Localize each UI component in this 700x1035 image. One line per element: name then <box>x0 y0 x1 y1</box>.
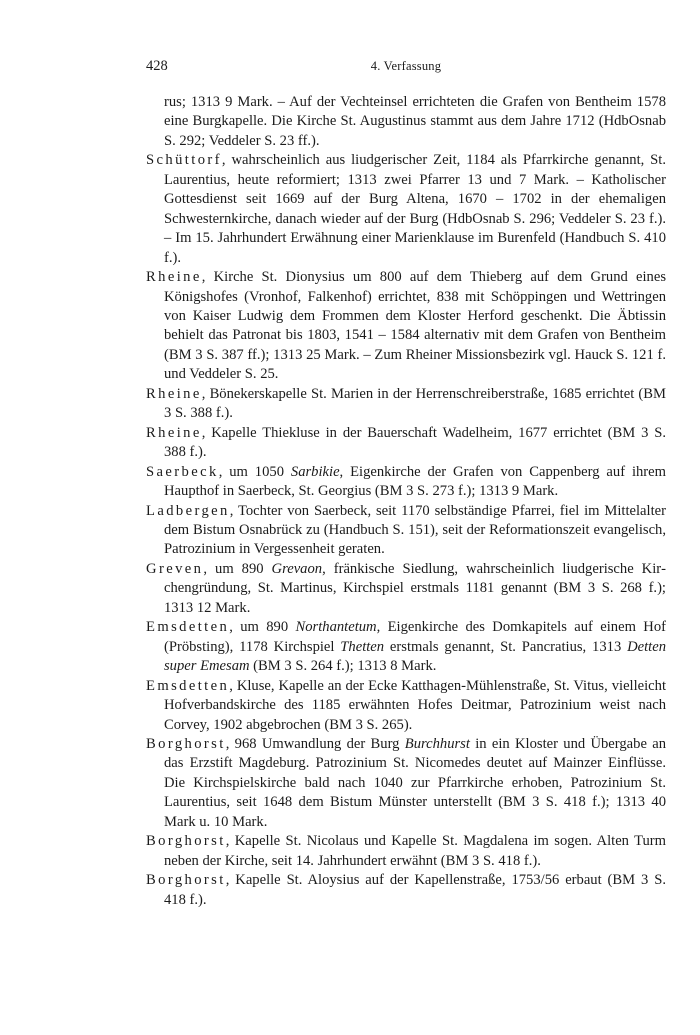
entry-borghorst-aloysius: Borghorst, Kapelle St. Aloysius auf der Kapellenstraße, 1753/56 erbaut (BM 3 S. 418 f.). <box>146 872 667 908</box>
historic-name: Burchhurst <box>404 735 470 752</box>
entry-borghorst-kloster: Borghorst, 968 Umwandlung der Burg Burchhurst in ein Kloster und Übergabe an das Erzstift Magdeburg. Patrozinium St. Nicomedes deutet auf Mainzer Einflüsse. Die Kirchspielskirche bald nach 1040 zur Pfarrkirche erhoben, Patrozinium St. Laurentius, seit 1648 dem Bistum Münster unterstellt (BM 3 S. 418 f.); 1313 40 Mark u. 10 Mark. <box>146 735 666 830</box>
place-name: Schüttorf <box>146 152 222 169</box>
entry-text: , Eigenkirche der Grafen von Cappenberg auf ihrem Haupthof in Saerbeck, St. Georgius (BM 3 S. 273 f.); 1313 9 Mark. <box>164 463 666 500</box>
entry-emsdetten-kluse: Emsdetten, Kluse, Kapelle an der Ecke Katthagen-Mühlenstraße, St. Vitus, vielleicht Hofverbandskirche des 1185 erwähnten Hofes Deitmar, Patrozinium weist nach Corvey, 1902 abgebrochen (BM 3 S. 265). <box>146 677 667 733</box>
place-name: Ladbergen <box>146 502 230 519</box>
entry-greven: Greven, um 890 Grevaon, fränkische Siedlung, wahrscheinlich liudgerische Kirchengründung, St. Martinus, Kirchspiel erstmals 1181 genannt (BM 3 S. 268 f.); 1313 12 Mark. <box>146 560 667 616</box>
entry-borghorst-nicolaus: Borghorst, Kapelle St. Nicolaus und Kapelle St. Magdalena im sogen. Alten Turm neben der Kirche, seit 14. Jahrhundert erwähnt (BM 3 S. 418 f.). <box>146 833 667 869</box>
place-name: Emsdetten <box>146 677 230 694</box>
entry-schuettorf: Schüttorf, wahrscheinlich aus liudgerischer Zeit, 1184 als Pfarrkirche genannt, St. Laurentius, heute reformiert; 1313 zwei Pfarrer 13 und 7 Mark. – Katholischer Gottesdienst seit 1669 auf der Burg Altena, 1670 – 1702 in der ehemaligen Schwesternkirche, danach wieder auf der Burg (HdbOsnab S. 296; Veddeler S. 23 f.). – Im 15. Jahrhundert Erwähnung einer Marienklause im Burenfeld (Handbuch S. 410 f.). <box>146 152 666 266</box>
entry-text: Kluse, Kapelle an der Ecke Katthagen-Mühlenstraße, St. Vitus, vielleicht Hofverbandskirche des 1185 erwähnten Hofes Deitmar, Patrozinium weist nach Corvey, 1902 abgebrochen (BM 3 S. 265). <box>164 677 667 733</box>
place-name: Rheine <box>146 385 202 402</box>
entry-text: , Eigenkirche des Domkapitels auf einem Hof (Pröbsting), 1178 Kirchspiel <box>164 619 666 655</box>
entry-text: um 890 <box>215 560 272 577</box>
entry-emsdetten-pancratius: Emsdetten, um 890 Northantetum, Eigenkirche des Domkapitels auf einem Hof (Pröbsting), 1178 Kirchspiel Thetten erstmals genannt, St. Pancratius, 1313 Detten super Emesam (BM 3 S. 264 f.); 1313 8 Mark. <box>146 619 666 675</box>
entry-rheine-thiekluse: Rheine, Kapelle Thiekluse in der Bauerschaft Wadelheim, 1677 errichtet (BM 3 S. 388 f.). <box>146 424 666 461</box>
page-number: 428 <box>146 58 168 74</box>
historic-name: Thetten <box>340 638 385 655</box>
entry-saerbeck: Saerbeck, um 1050 Sarbikie, Eigenkirche der Grafen von Cappenberg auf ihrem Haupthof in Saerbeck, St. Georgius (BM 3 S. 273 f.); 1313 9 Mark. <box>146 463 666 500</box>
entry-text: 968 Umwandlung der Burg <box>234 735 405 752</box>
entry-text: erstmals genannt, St. Pancratius, 1313 <box>384 638 628 655</box>
place-name: Rheine <box>146 269 202 286</box>
place-name: Rheine <box>146 424 202 441</box>
place-name: Greven <box>146 560 204 577</box>
historic-name: Grevaon <box>271 560 323 577</box>
entry-text: Bönekerskapelle St. Marien in der Herrenschreiberstraße, 1685 errichtet (BM 3 S. 388 f.). <box>164 385 667 422</box>
entry-text: Kapelle Thiekluse in der Bauerschaft Wadelheim, 1677 errichtet (BM 3 S. 388 f.). <box>164 424 666 461</box>
running-title: 4. Verfassung <box>370 59 442 73</box>
entry-text: , fränkische Siedlung, wahrscheinlich liudgerische Kirchengründung, St. Martinus, Kirchspiel erstmals 1181 genannt (BM 3 S. 268 f.); 1313 12 Mark. <box>164 560 667 616</box>
place-name: Emsdetten <box>146 619 230 636</box>
historic-name: Northantetum <box>295 619 377 636</box>
entry-text: in ein Kloster und Übergabe an das Erzstift Magdeburg. Patrozinium St. Nicomedes deutet auf Mainzer Einflüsse. Die Kirchspielskirche bald nach 1040 zur Pfarrkirche erhoben, Patrozinium St. Laurentius, seit 1648 dem Bistum Münster unterstellt (BM 3 S. 418 f.); 1313 40 Mark u. 10 Mark. <box>164 735 666 830</box>
place-name: Borghorst <box>146 872 226 889</box>
entry-text: rus; 1313 9 Mark. – Auf der Vechteinsel errichteten die Grafen von Bentheim 1578 eine Burgkapelle. Die Kirche St. Augustinus stammt aus dem Jahre 1712 (HdbOsnab S. 292; Veddeler S. 23 ff.). <box>164 94 666 149</box>
historic-name: Detten super Emesam <box>164 638 666 675</box>
page-header <box>146 58 666 80</box>
entry-text: Kapelle St. Aloysius auf der Kapellenstraße, 1753/56 erbaut (BM 3 S. 418 f.). <box>164 872 667 908</box>
entry-text: Kapelle St. Nicolaus und Kapelle St. Magdalena im sogen. Alten Turm neben der Kirche, seit 14. Jahrhundert erwähnt (BM 3 S. 418 f.). <box>164 833 667 869</box>
entry-continuation <box>146 93 666 151</box>
entry-text: um 1050 <box>229 463 291 480</box>
entry-text: Kirche St. Dionysius um 800 auf dem Thieberg auf dem Grund eines Königshofes (Vronhof, Falkenhof) errichtet, 838 mit Schöppingen und Wettringen von Kaiser Ludwig dem Frommen dem Kloster Herford geschenkt. Die Äbtissin behielt das Patronat bis 1803, 1541 – 1584 alternativ mit dem Grafen von Bentheim (BM 3 S. 387 ff.); 1313 25 Mark. – Zum Rheiner Missionsbezirk vgl. Hauck S. 121 f. und Veddeler S. 25. <box>164 269 667 383</box>
place-name: Borghorst <box>146 833 226 850</box>
entry-text: (BM 3 S. 264 f.); 1313 8 Mark. <box>249 658 437 675</box>
entry-text: Tochter von Saerbeck, seit 1170 selbständige Pfarrei, fiel im Mittelalter dem Bistum Osnabrück zu (Handbuch S. 151), seit der Reformationszeit evangelisch, Patrozinium in Vergessenheit geraten. <box>164 502 666 558</box>
entry-rheine-dionysius: Rheine, Kirche St. Dionysius um 800 auf dem Thieberg auf dem Grund eines Königshofes (Vronhof, Falkenhof) errichtet, 838 mit Schöppingen und Wettringen von Kaiser Ludwig dem Frommen dem Kloster Herford geschenkt. Die Äbtissin behielt das Patronat bis 1803, 1541 – 1584 alternativ mit dem Grafen von Bentheim (BM 3 S. 387 ff.); 1313 25 Mark. – Zum Rheiner Missionsbezirk vgl. Hauck S. 121 f. und Veddeler S. 25. <box>146 269 667 383</box>
text-body <box>146 93 666 910</box>
entry-rheine-boenekerskapelle: Rheine, Bönekerskapelle St. Marien in der Herrenschreiberstraße, 1685 errichtet (BM 3 S. 388 f.). <box>146 385 667 422</box>
entry-text: um 890 <box>240 619 296 636</box>
place-name: Saerbeck <box>146 463 219 480</box>
entry-ladbergen: Ladbergen, Tochter von Saerbeck, seit 1170 selbständige Pfarrei, fiel im Mittelalter dem Bistum Osnabrück zu (Handbuch S. 151), seit der Reformationszeit evangelisch, Patrozinium in Vergessenheit geraten. <box>146 502 666 558</box>
place-name: Borghorst <box>146 735 226 752</box>
historic-name: Sarbikie <box>290 463 340 480</box>
entry-text: wahrscheinlich aus liudgerischer Zeit, 1184 als Pfarrkirche genannt, St. Laurentius, heute reformiert; 1313 zwei Pfarrer 13 und 7 Mark. – Katholischer Gottesdienst seit 1669 auf der Burg Altena, 1670 – 1702 in der ehemaligen Schwesternkirche, danach wieder auf der Burg (HdbOsnab S. 296; Veddeler S. 23 f.). – Im 15. Jahrhundert Erwähnung einer Marienklause im Burenfeld (Handbuch S. 410 f.). <box>164 152 666 266</box>
